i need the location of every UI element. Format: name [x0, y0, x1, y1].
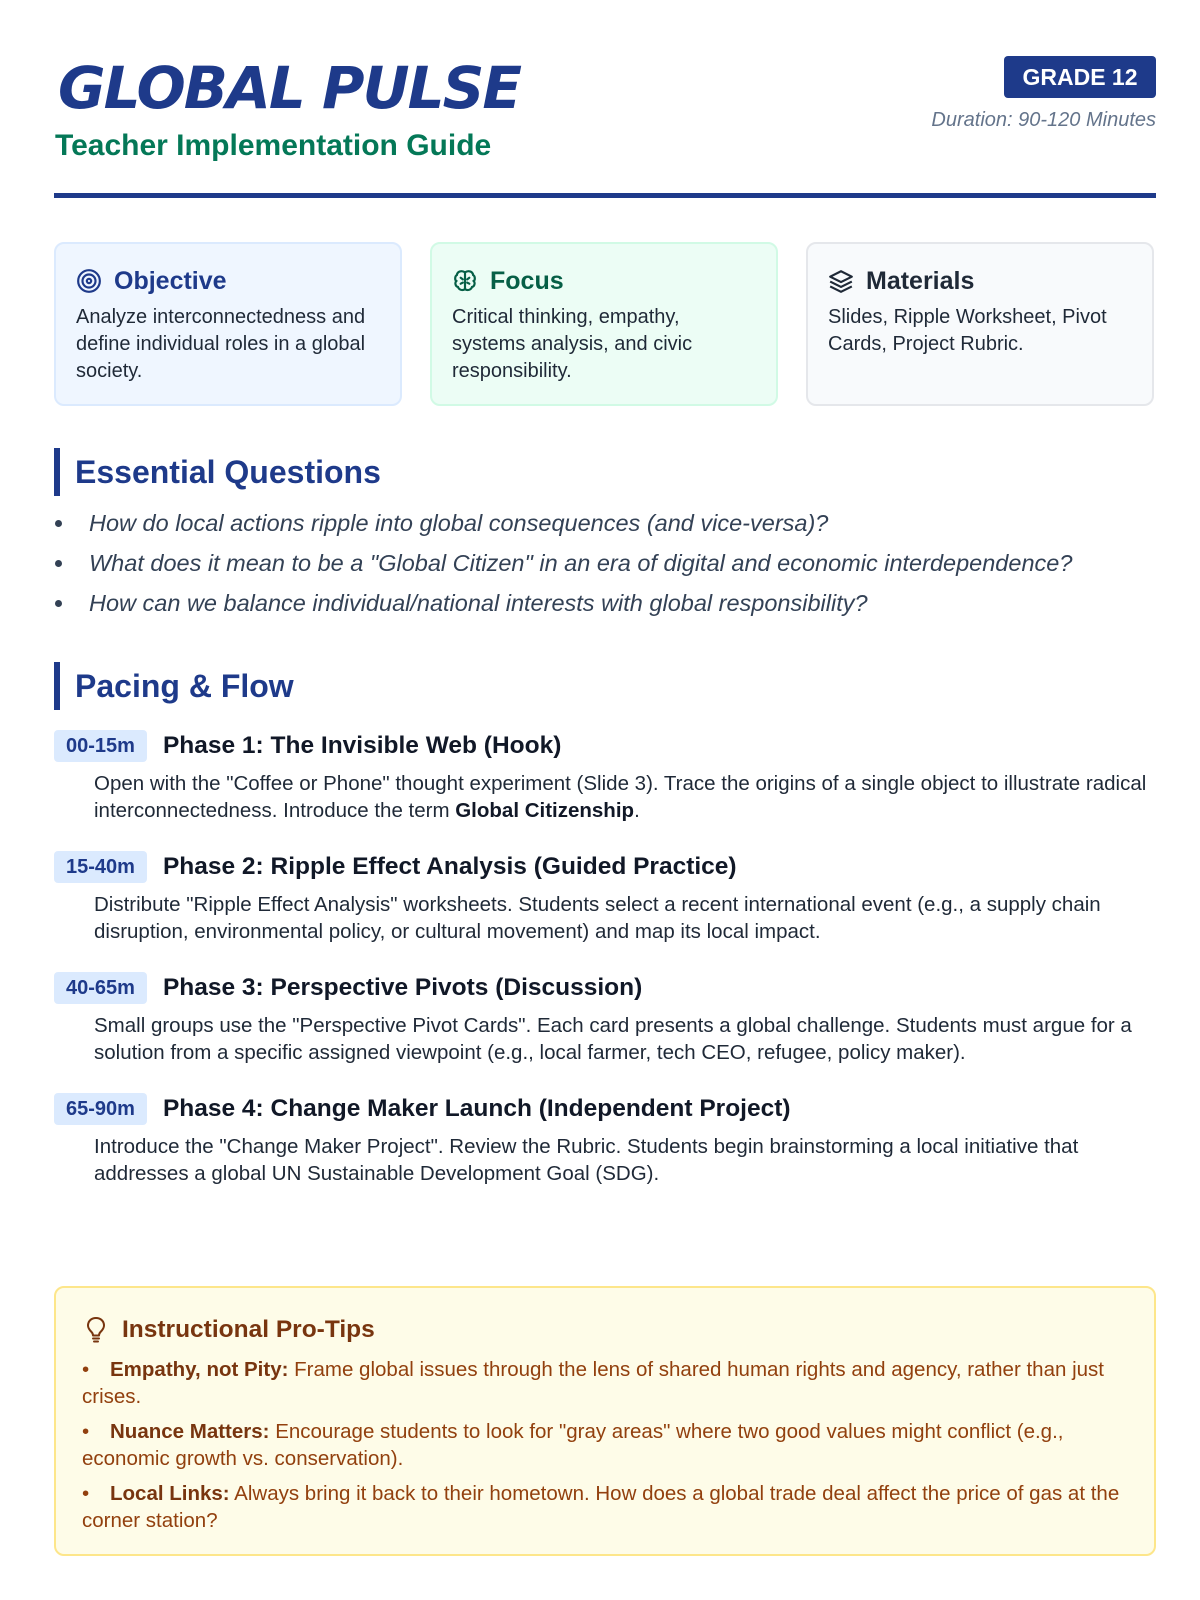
objective-card — [54, 242, 402, 406]
phase-description: Introduce the "Change Maker Project". Review the Rubric. Students begin brainstorming a local initiative that addresses a global UN Sustainable Development Goal (SDG). — [94, 1135, 1079, 1185]
key-term: Global Citizenship — [455, 799, 635, 822]
tip-item — [82, 1356, 1128, 1410]
tip-text: Encourage students to look for "gray areas" where two good values might conflict (e.g., economic growth vs. conservation). — [82, 1420, 1064, 1470]
bullet-icon — [55, 600, 62, 607]
focus-card — [430, 242, 778, 406]
phase-item — [54, 728, 1156, 824]
tip-item — [82, 1418, 1128, 1472]
header-divider — [54, 193, 1156, 198]
pro-tips-box — [54, 1286, 1156, 1556]
materials-card — [806, 242, 1154, 406]
phase-item — [54, 1091, 1156, 1187]
bullet-icon — [55, 560, 62, 567]
question-text: How can we balance individual/national interests with global responsibility? — [89, 590, 868, 616]
phase-title: Phase 1: The Invisible Web (Hook) — [162, 732, 562, 759]
question-text: How do local actions ripple into global consequences (and vice-versa)? — [89, 510, 829, 536]
phase-title: Phase 3: Perspective Pivots (Discussion) — [162, 974, 643, 1001]
tip-label: Nuance Matters: — [110, 1420, 270, 1443]
tips-title: Instructional Pro-Tips — [122, 1316, 375, 1343]
essential-questions-list — [54, 506, 1156, 626]
bullet-icon: • — [82, 1420, 90, 1443]
bullet-icon — [55, 520, 62, 527]
phase-item — [54, 849, 1156, 945]
question-text: What does it mean to be a "Global Citizen" in an era of digital and economic interdependence? — [89, 550, 1073, 576]
card-title: Objective — [114, 267, 227, 295]
phase-description — [94, 770, 1156, 824]
guide-page — [54, 0, 1156, 1600]
essential-questions-heading: Essential Questions — [54, 448, 381, 496]
header — [54, 56, 1156, 200]
bullet-icon: • — [82, 1482, 90, 1505]
phase-description-text: Open with the "Coffee or Phone" thought experiment (Slide 3). Trace the origins of a single object to illustrate radical interconnectedness. Introduce the term — [94, 772, 1147, 822]
grade-badge: GRADE 12 — [1004, 56, 1156, 98]
layers-icon — [828, 268, 854, 294]
tip-text: Frame global issues through the lens of shared human rights and agency, rather than just crises. — [82, 1358, 1104, 1408]
phase-time-badge: 40-65m — [54, 972, 147, 1004]
phase-item — [54, 970, 1156, 1066]
phase-description: Distribute "Ripple Effect Analysis" worksheets. Students select a recent international event (e.g., a supply chain disruption, environmental policy, or cultural movement) and map its local impact. — [94, 893, 1101, 943]
list-item — [54, 546, 1156, 586]
guide-subtitle: Teacher Implementation Guide — [55, 129, 492, 162]
card-body: Slides, Ripple Worksheet, Pivot Cards, Project Rubric. — [828, 306, 1107, 355]
list-item — [54, 506, 1156, 546]
card-body: Analyze interconnectedness and define individual roles in a global society. — [76, 306, 366, 382]
pacing-heading: Pacing & Flow — [54, 662, 294, 710]
info-cards — [54, 242, 1156, 406]
lightbulb-icon — [84, 1316, 108, 1344]
tip-text: Always bring it back to their hometown. How does a global trade deal affect the price of gas at the corner station? — [82, 1482, 1120, 1532]
phase-title: Phase 2: Ripple Effect Analysis (Guided Practice) — [162, 853, 737, 880]
phase-time-badge: 00-15m — [54, 730, 147, 762]
phase-title: Phase 4: Change Maker Launch (Independent Project) — [162, 1095, 791, 1122]
tip-item — [82, 1480, 1128, 1534]
tip-label: Empathy, not Pity: — [110, 1358, 289, 1381]
list-item — [54, 586, 1156, 626]
brand-title: GLOBAL PULSE — [58, 54, 521, 122]
card-title: Focus — [490, 267, 564, 295]
phase-description-end: . — [634, 799, 640, 822]
card-body: Critical thinking, empathy, systems analysis, and civic responsibility. — [452, 306, 693, 382]
brain-icon — [452, 268, 478, 294]
tip-label: Local Links: — [110, 1482, 230, 1505]
phase-time-badge: 15-40m — [54, 851, 147, 883]
target-icon — [76, 268, 102, 294]
phase-description: Small groups use the "Perspective Pivot Cards". Each card presents a global challenge. Students must argue for a solution from a specific assigned viewpoint (e.g., local farmer, tech CEO, refugee, policy maker). — [94, 1014, 1132, 1064]
duration-label: Duration: 90-120 Minutes — [931, 109, 1156, 131]
bullet-icon: • — [82, 1358, 90, 1381]
card-title: Materials — [866, 267, 975, 295]
phase-time-badge: 65-90m — [54, 1093, 147, 1125]
